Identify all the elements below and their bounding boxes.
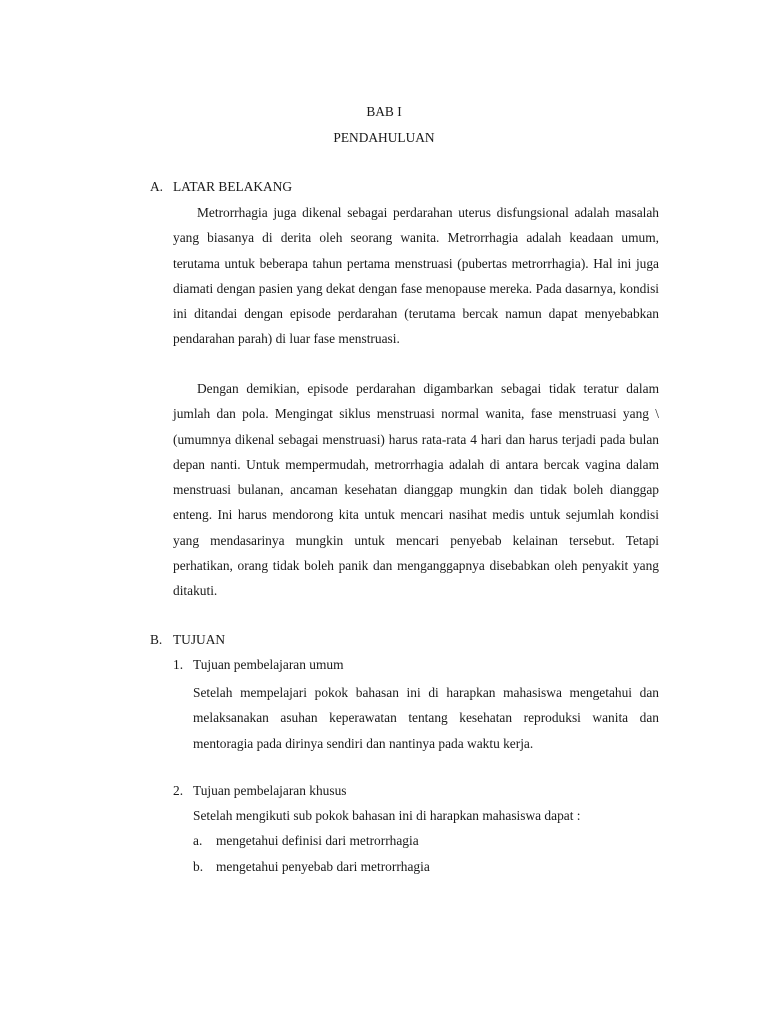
chapter-number: BAB I [366,104,402,119]
sub-b-text: mengetahui penyebab dari metrorrhagia [216,859,430,874]
chapter-title: PENDAHULUAN [333,130,435,145]
sub-b-marker: b. [193,859,204,874]
section-b-title: TUJUAN [173,632,226,647]
item-1-title: Tujuan pembelajaran umum [193,657,344,672]
item-2-marker: 2. [173,783,184,798]
section-a-marker: A. [150,179,164,194]
item-1-paragraph: Setelah mempelajari pokok bahasan ini di harapkan mahasiswa mengetahui dan melaksanakan asuhan keperawatan tentang kesehatan reproduksi wanita dan mentoragia pada dirinya sendiri dan nantinya pada waktu kerja. [193,685,659,751]
sub-a-marker: a. [193,833,203,848]
section-b-marker: B. [150,632,163,647]
item-1-marker: 1. [173,657,184,672]
section-a-paragraph-2: Dengan demikian, episode perdarahan digambarkan sebagai tidak teratur dalam jumlah dan pola. Mengingat siklus menstruasi normal wanita, fase menstruasi yang \ (umumnya dikenal sebagai menstruasi) harus rata-rata 4 hari dan harus terjadi pada bulan depan nanti. Untuk mempermudah, metrorrhagia adalah di antara bercak vagina dalam menstruasi bulanan, ancaman kesehatan dianggap mungkin dan tidak boleh dianggap enteng. Ini harus mendorong kita untuk mencari nasihat medis untuk sejumlah kondisi yang mendasarinya mungkin untuk mencari penyebab kelainan tersebut. Tetapi perhatikan, orang tidak boleh panik dan menganggapnya disebabkan oleh penyakit yang ditakuti. [173,381,659,599]
item-2-title: Tujuan pembelajaran khusus [193,783,347,798]
sub-a-text: mengetahui definisi dari metrorrhagia [216,833,419,848]
item-2-intro: Setelah mengikuti sub pokok bahasan ini di harapkan mahasiswa dapat : [193,808,581,823]
section-a-paragraph-1: Metrorrhagia juga dikenal sebagai perdarahan uterus disfungsional adalah masalah yang biasanya di derita oleh seorang wanita. Metrorrhagia adalah keadaan umum, terutama untuk beberapa tahun pertama menstruasi (pubertas metrorrhagia). Hal ini juga diamati dengan pasien yang dekat dengan fase menopause mereka. Pada dasarnya, kondisi ini ditandai dengan episode perdarahan (terutama bercak namun dapat menyebabkan pendarahan parah) di luar fase menstruasi. [173,205,659,347]
section-a-title: LATAR BELAKANG [173,179,293,194]
